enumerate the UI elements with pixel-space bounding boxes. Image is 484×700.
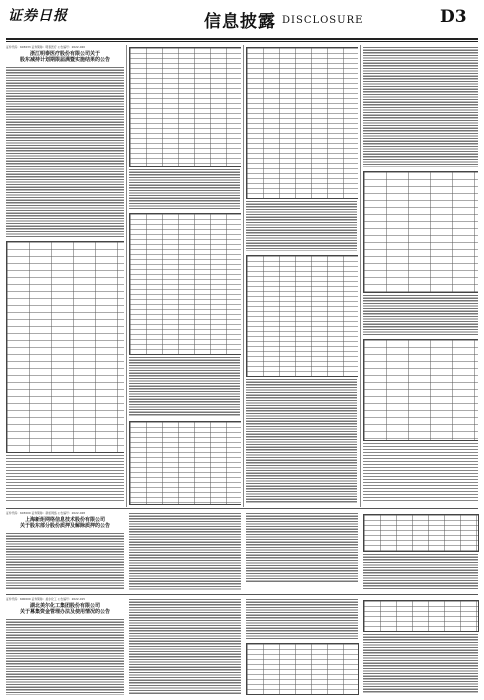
body-text [246, 513, 358, 583]
announcement-block [6, 597, 124, 697]
body-text [363, 443, 478, 503]
data-table [363, 339, 478, 441]
body-text [363, 554, 478, 590]
data-table [129, 47, 241, 167]
body-text [129, 599, 241, 695]
body-text [6, 533, 124, 589]
body-text [129, 169, 240, 209]
data-table [129, 213, 241, 355]
data-table [246, 255, 358, 377]
masthead-rule-thin [6, 41, 478, 42]
body-text [246, 379, 357, 503]
column-divider [126, 45, 127, 507]
body-text [129, 357, 240, 417]
masthead [6, 3, 478, 43]
announcement-headline [6, 50, 124, 63]
announcement-meta: 证券代码：603633 证券简称：明泰医疗 公告编号：2022-020 [6, 45, 86, 49]
column-1 [6, 45, 124, 505]
body-text [129, 513, 241, 591]
body-text [246, 599, 358, 639]
section-divider [6, 508, 478, 509]
body-text [6, 619, 124, 695]
announcement-title: 关于股东部分股份质押及解除质押的公告 [19, 523, 110, 529]
body-text [363, 47, 478, 167]
column-2 [129, 45, 241, 505]
body-text [363, 295, 478, 335]
announcement-meta: 证券代码：600000 证券简称：美尔化工 公告编号：2022-015 [6, 597, 86, 601]
column-divider [360, 45, 361, 507]
announcement-headline [6, 602, 124, 615]
body-text [246, 201, 357, 251]
data-table [246, 47, 358, 199]
data-table [129, 421, 241, 505]
announcement-block [6, 511, 124, 591]
announcement-headline [6, 516, 124, 529]
announcement-company: 湖北美尔化工集团股份有限公司 [29, 603, 100, 609]
masthead-rule [6, 38, 478, 40]
column-3 [246, 45, 358, 505]
announcement-company: 上海新炬网络信息技术股份有限公司 [24, 517, 105, 523]
body-text [6, 67, 124, 237]
section-title: 信息披露 [204, 12, 276, 32]
data-table [363, 600, 479, 632]
column-4 [363, 45, 478, 505]
section-title-english: DISCLOSURE [282, 15, 364, 26]
newspaper-logo: 证券日报 [8, 8, 68, 24]
page-number: D3 [440, 7, 467, 27]
body-text [6, 455, 124, 503]
data-table [363, 171, 478, 293]
announcement-title: 关于募集资金管理办法及使用情况的公告 [19, 609, 110, 615]
announcement-title: 股东减持计划期限届满暨实施结果的公告 [19, 57, 110, 63]
announcement-meta: 证券代码：603000 证券简称：新炬网络 公告编号：2022-028 [6, 511, 86, 515]
data-table [246, 643, 359, 695]
announcement-company: 浙江明泰医疗股份有限公司关于 [29, 51, 100, 57]
body-text [363, 634, 478, 694]
column-divider [243, 45, 244, 507]
data-table [6, 241, 124, 453]
section-divider [6, 594, 478, 595]
data-table [363, 514, 479, 552]
